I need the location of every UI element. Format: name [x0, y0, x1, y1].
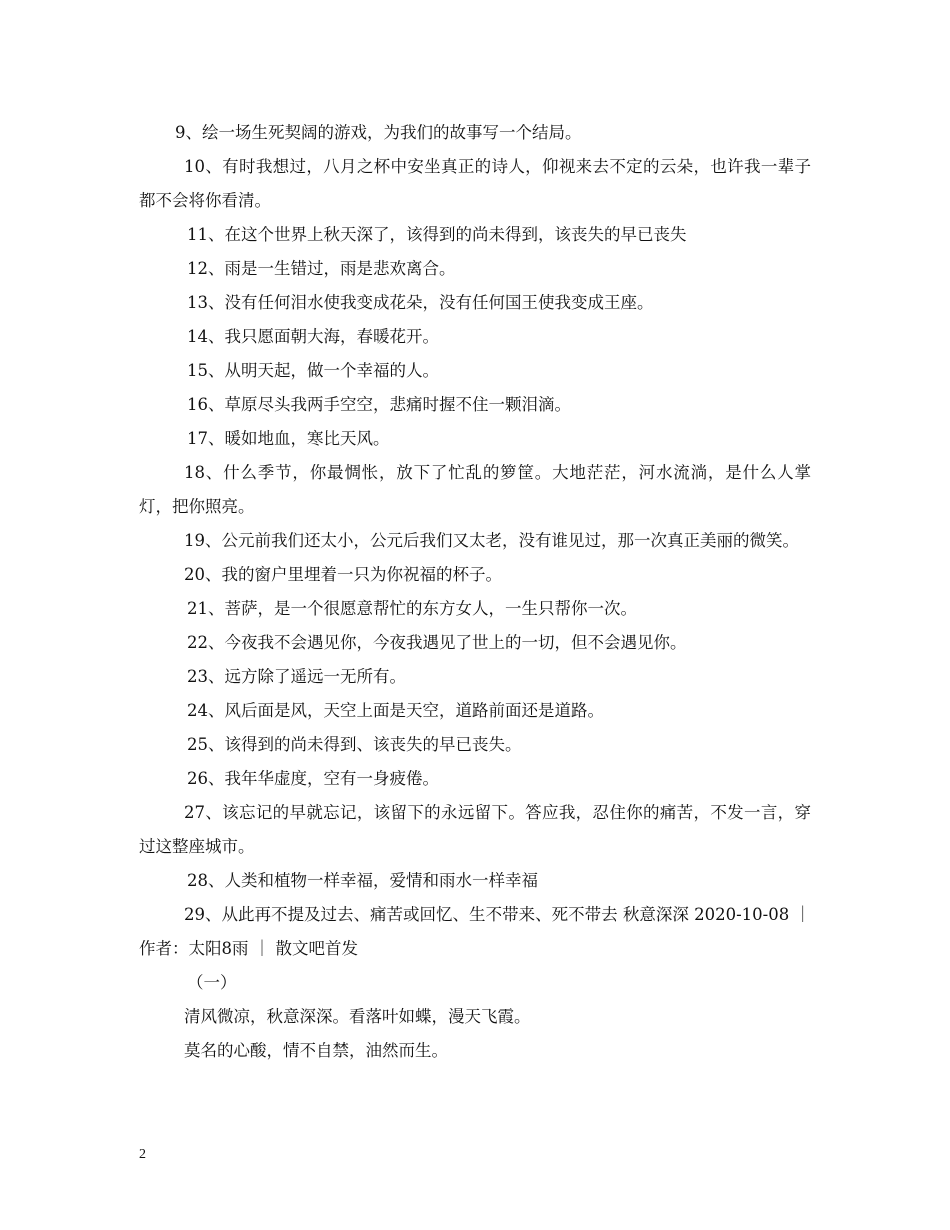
paragraph-28: 28、人类和植物一样幸福，爱情和雨水一样幸福 — [187, 871, 538, 890]
prose-paragraph-1: 清风微凉，秋意深深。看落叶如蝶，漫天飞霞。 — [184, 1007, 531, 1026]
paragraph-22: 22、今夜我不会遇见你，今夜我遇见了世上的一切，但不会遇见你。 — [187, 633, 687, 652]
paragraph-16: 16、草原尽头我两手空空，悲痛时握不住一颗泪滴。 — [187, 395, 571, 414]
paragraph-21: 21、菩萨，是一个很愿意帮忙的东方女人，一生只帮你一次。 — [187, 599, 637, 618]
paragraph-11: 11、在这个世界上秋天深了，该得到的尚未得到，该丧失的早已丧失 — [187, 225, 687, 244]
paragraph-10: 10、有时我想过，八月之杯中安坐真正的诗人，仰视来去不定的云朵，也许我一辈子都不会将你看清。 — [139, 157, 811, 210]
paragraph-9: 9、绘一场生死契阔的游戏，为我们的故事写一个结局。 — [175, 123, 582, 142]
paragraph-19: 19、公元前我们还太小，公元后我们又太老，没有谁见过，那一次真正美丽的微笑。 — [184, 531, 799, 550]
paragraph-18: 18、什么季节，你最惆怅，放下了忙乱的箩筐。大地茫茫，河水流淌，是什么人掌灯，把你照亮。 — [139, 463, 811, 516]
paragraph-26: 26、我年华虚度，空有一身疲倦。 — [187, 769, 439, 788]
body-text — [139, 116, 811, 1068]
paragraph-17: 17、暖如地血，寒比天风。 — [187, 429, 390, 448]
paragraph-25: 25、该得到的尚未得到、该丧失的早已丧失。 — [187, 735, 522, 754]
paragraph-12: 12、雨是一生错过，雨是悲欢离合。 — [187, 259, 456, 278]
paragraph-24: 24、风后面是风，天空上面是天空，道路前面还是道路。 — [187, 701, 604, 720]
paragraph-29: 29、从此再不提及过去、痛苦或回忆、生不带来、死不带去 秋意深深 2020-10-08 ｜ 作者：太阳8雨 ｜ 散文吧首发 — [139, 905, 811, 958]
paragraph-20: 20、我的窗户里埋着一只为你祝福的杯子。 — [184, 565, 502, 584]
paragraph-27: 27、该忘记的早就忘记，该留下的永远留下。答应我，忍住你的痛苦，不发一言，穿过这整座城市。 — [139, 803, 811, 856]
paragraph-13: 13、没有任何泪水使我变成花朵，没有任何国王使我变成王座。 — [187, 293, 654, 312]
prose-paragraph-2: 莫名的心酸，情不自禁，油然而生。 — [184, 1041, 448, 1060]
section-heading: （一） — [187, 973, 237, 992]
paragraph-23: 23、远方除了遥远一无所有。 — [187, 667, 406, 686]
paragraph-14: 14、我只愿面朝大海，春暖花开。 — [187, 327, 439, 346]
page-number: 2 — [139, 1147, 146, 1162]
paragraph-15: 15、从明天起，做一个幸福的人。 — [187, 361, 439, 380]
